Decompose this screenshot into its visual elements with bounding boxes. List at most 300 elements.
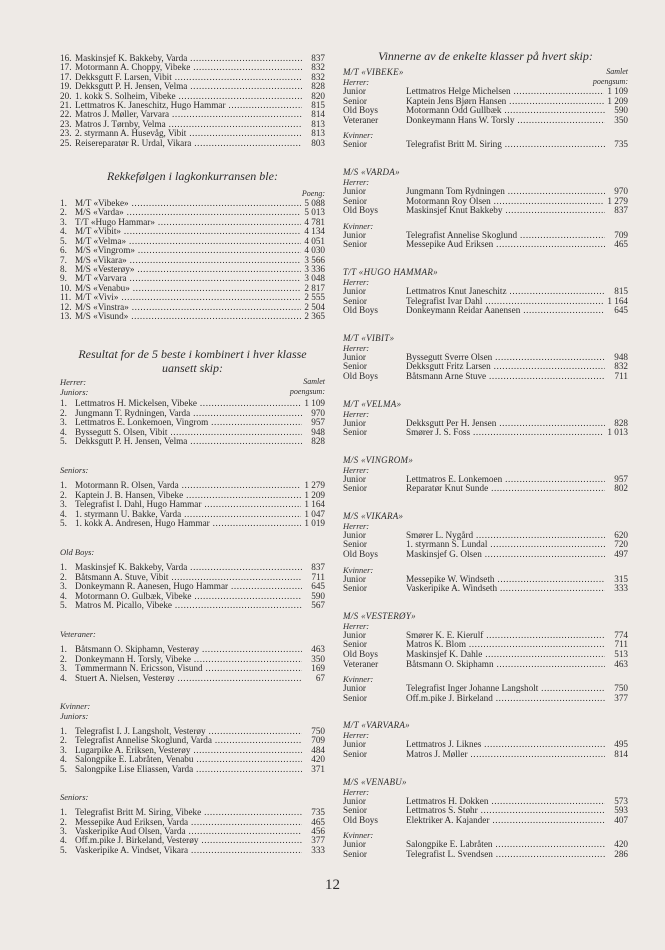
- points-value: 837: [614, 205, 628, 216]
- left-column: [60, 0, 325, 855]
- ship-name: M/S «VIKARA»: [343, 510, 404, 521]
- list-item: [60, 274, 325, 283]
- section-label: Seniors:: [60, 792, 89, 803]
- list-item: [343, 750, 628, 760]
- points-value: 4 134: [304, 226, 325, 237]
- list-item: [60, 818, 325, 827]
- ship-header: [343, 267, 628, 277]
- list-item: [343, 287, 628, 297]
- ship-header: [343, 399, 628, 409]
- entry-name: Tømmermann N. Ericsson, Visund .....: [75, 664, 302, 673]
- rank-number: 23.: [60, 128, 72, 139]
- list-item: [343, 694, 628, 704]
- rank-number: 11.: [60, 292, 72, 303]
- men-label: Herrer:: [60, 377, 87, 388]
- class-label: Junior: [343, 185, 366, 196]
- points-value: 837: [311, 562, 325, 573]
- ship-name: M/T «VARVARA»: [343, 720, 410, 731]
- points-value: 463: [614, 658, 628, 669]
- points-value: 1 164: [304, 499, 325, 510]
- ship-name: M/S «VARDA»: [343, 166, 400, 177]
- rank-number: 7.: [60, 254, 67, 265]
- class-label: Junior: [343, 795, 366, 806]
- list-item: [60, 399, 325, 408]
- entry-name: 1. kokk A. Andresen, Hugo Hammar .....: [75, 519, 301, 528]
- group-header: [343, 730, 628, 740]
- rank-number: 9.: [60, 273, 67, 284]
- class-label: Junior: [343, 739, 366, 750]
- list-item: [343, 531, 628, 541]
- points-value: 948: [311, 426, 325, 437]
- points-value: 3 048: [304, 273, 325, 284]
- list-item: [60, 120, 325, 129]
- rank-number: 4.: [60, 672, 67, 683]
- points-value: 1 013: [607, 427, 628, 438]
- points-value: 1 109: [607, 86, 628, 96]
- points-value: 815: [311, 100, 325, 111]
- entry-name: Motormann Roy Olsen .....: [406, 197, 604, 207]
- entry-name: M/S «Venabu» .....: [75, 284, 301, 293]
- section-results: [60, 563, 325, 610]
- entry-name: Dekksgutt P. H. Jensen, Velma .....: [75, 82, 302, 91]
- class-label: Old Boys: [343, 205, 378, 216]
- group-label: Herrer:: [343, 77, 370, 87]
- list-item: [60, 582, 325, 591]
- points-value: 286: [614, 848, 628, 859]
- list-item: [343, 140, 628, 150]
- group-label: Kvinner:: [343, 564, 374, 575]
- list-item: [60, 645, 325, 654]
- section-label: Old Boys:: [60, 547, 95, 558]
- class-label: Old Boys: [343, 814, 378, 825]
- points-value: 832: [614, 361, 628, 372]
- list-item: [60, 303, 325, 312]
- group-header: [343, 830, 628, 840]
- group-label: Herrer:: [343, 342, 370, 353]
- list-item: [60, 312, 325, 321]
- list-item: [60, 54, 325, 63]
- list-item: [60, 664, 325, 673]
- list-item: [60, 836, 325, 845]
- entry-name: Telegrafist Britt M. Siring, Vibeke .....: [75, 808, 302, 817]
- section-label: Juniors:: [60, 711, 89, 722]
- points-value: 315: [614, 573, 628, 584]
- entry-name: M/S «Varda» .....: [75, 208, 301, 217]
- list-item: [343, 540, 628, 550]
- list-item: [343, 850, 628, 860]
- entry-name: Telegrafist Britt M. Siring .....: [406, 140, 605, 150]
- list-item: [60, 746, 325, 755]
- list-item: [343, 87, 628, 97]
- entry-name: Maskinsjef K. Dahle .....: [406, 650, 605, 660]
- list-item: [60, 418, 325, 427]
- points-value: 813: [311, 128, 325, 139]
- ship-name: M/T «VIBIT»: [343, 332, 395, 343]
- rank-number: 5.: [60, 518, 67, 528]
- points-value: 407: [614, 814, 628, 825]
- entry-name: Messepike Aud Eriksen .....: [406, 240, 605, 250]
- list-item: [60, 92, 325, 101]
- entry-name: Byssegutt Sverre Olsen .....: [406, 353, 605, 363]
- list-item: [60, 727, 325, 736]
- class-label: Junior: [343, 285, 366, 296]
- points-value: 5 013: [304, 207, 325, 218]
- class-label: Old Boys: [343, 105, 378, 116]
- class-label: Senior: [343, 427, 367, 438]
- points-value: 970: [614, 185, 628, 196]
- group-header: [343, 221, 628, 231]
- list-item: [60, 208, 325, 217]
- rank-number: 2.: [60, 407, 67, 418]
- class-label: Junior: [343, 683, 366, 694]
- entry-name: Messepike Aud Eriksen, Varda .....: [75, 818, 302, 827]
- list-item: [343, 419, 628, 429]
- ship-header: [343, 720, 628, 730]
- points-value: 1 164: [607, 295, 628, 306]
- group-label: Herrer:: [343, 464, 370, 475]
- list-item: [343, 116, 628, 126]
- entry-name: Dekksgutt Per H. Jensen .....: [406, 419, 605, 429]
- ship-header: [343, 777, 628, 787]
- entry-name: Motormann Odd Gullbæk .....: [406, 106, 605, 116]
- list-item: [60, 827, 325, 836]
- group-label: Herrer:: [343, 520, 370, 531]
- entry-name: Dekksgutt P. H. Jensen, Velma .....: [75, 437, 302, 446]
- entry-name: Motormann A. Choppy, Vibeke .....: [75, 63, 302, 72]
- list-item: [60, 736, 325, 745]
- list-item: [60, 82, 325, 91]
- points-value: 832: [311, 71, 325, 82]
- rank-number: 5.: [60, 763, 67, 774]
- entry-name: Salongpike E. Labråten, Venabu .....: [75, 755, 302, 764]
- rank-number: 8.: [60, 263, 67, 274]
- entry-name: Donkeymann Reidar Aanensen .....: [406, 306, 605, 316]
- entry-name: Båtsmann Arne Stuve .....: [406, 372, 605, 382]
- entry-name: Telegrafist I. Dahl, Hugo Hammar .....: [75, 500, 301, 509]
- points-value: 970: [311, 407, 325, 418]
- entry-name: Telegrafist L. Svendsen .....: [406, 850, 605, 860]
- group-header: [343, 77, 628, 87]
- rank-number: 19.: [60, 81, 72, 92]
- list-item: [343, 816, 628, 826]
- list-item: [60, 563, 325, 572]
- section-label: Seniors:: [60, 465, 89, 476]
- entry-name: Lugarpike A. Eriksen, Vesterøy .....: [75, 746, 302, 755]
- points-value: 837: [311, 53, 325, 63]
- list-item: [60, 510, 325, 519]
- list-item: [60, 284, 325, 293]
- points-value: 774: [614, 629, 628, 640]
- points-value: 495: [614, 739, 628, 750]
- juniors-label: Juniors:: [60, 387, 89, 398]
- list-item: [60, 573, 325, 582]
- points-value: 645: [614, 305, 628, 316]
- points-value: 593: [614, 805, 628, 816]
- combined-subheader: [60, 387, 325, 397]
- entry-name: Donkeymann R. Aanesen, Hugo Hammar .....: [75, 582, 302, 591]
- points-value: 815: [614, 285, 628, 296]
- points-value: 709: [311, 735, 325, 746]
- list-item: [343, 97, 628, 107]
- top-ranking-list: [60, 54, 325, 148]
- class-label: Senior: [343, 749, 367, 759]
- group-label: Kvinner:: [343, 674, 374, 685]
- list-item: [343, 484, 628, 494]
- rank-number: 1.: [60, 198, 67, 209]
- points-value: 735: [311, 807, 325, 818]
- ship-name: M/S «VENABU»: [343, 776, 407, 787]
- points-value: 2 365: [304, 310, 325, 321]
- points-value: 350: [614, 114, 628, 125]
- rank-number: 3.: [60, 216, 67, 227]
- points-value: 2 504: [304, 301, 325, 312]
- list-item: [60, 409, 325, 418]
- points-value: 711: [614, 370, 628, 381]
- class-label: Junior: [343, 351, 366, 362]
- points-value: 67: [315, 672, 325, 683]
- points-value: 456: [311, 825, 325, 836]
- class-label: Senior: [343, 483, 367, 494]
- rank-number: 13.: [60, 310, 72, 321]
- points-value: 3 336: [304, 263, 325, 274]
- group-header: [343, 465, 628, 475]
- group-header: [343, 409, 628, 419]
- points-value: 169: [311, 663, 325, 674]
- entry-name: Donkeymann H. Torsly, Vibeke .....: [75, 655, 302, 664]
- ship-header: [343, 611, 628, 621]
- entry-name: Matros M. Picallo, Vibeke .....: [75, 601, 302, 610]
- list-item: [343, 475, 628, 485]
- class-label: Senior: [343, 539, 367, 550]
- list-item: [60, 765, 325, 774]
- entry-name: M/T «Vivi» .....: [75, 293, 301, 302]
- group-label: Kvinner:: [343, 130, 374, 141]
- list-item: [60, 437, 325, 446]
- points-value: 465: [311, 816, 325, 827]
- points-value: 2 817: [304, 282, 325, 293]
- points-value: 802: [614, 483, 628, 494]
- list-item: [60, 655, 325, 664]
- class-label: Senior: [343, 295, 367, 306]
- group-header: [343, 277, 628, 287]
- points-value: 377: [614, 692, 628, 703]
- entry-name: 2. styrmann A. Husevåg, Vibit .....: [75, 129, 302, 138]
- entry-name: Lettmatros H. Dokken .....: [406, 797, 605, 807]
- entry-name: M/T «Vibit» .....: [75, 227, 301, 236]
- points-value: 1 279: [304, 480, 325, 491]
- entry-name: Telegrafist Annelise Skoglund .....: [406, 231, 605, 241]
- entry-name: Jungmann Tom Rydningen .....: [406, 187, 605, 197]
- list-item: [343, 106, 628, 116]
- class-label: Senior: [343, 195, 367, 206]
- class-label: Senior: [343, 583, 367, 594]
- list-item: [343, 660, 628, 670]
- list-item: [60, 246, 325, 255]
- list-item: [343, 353, 628, 363]
- list-item: [60, 227, 325, 236]
- rank-number: 17.: [60, 71, 72, 82]
- entry-name: Matros K. Blom .....: [406, 640, 605, 650]
- class-label: Junior: [343, 629, 366, 640]
- group-label: Kvinner:: [343, 220, 374, 231]
- entry-name: Jungmann T. Rydningen, Varda .....: [75, 409, 302, 418]
- class-label: Old Boys: [343, 370, 378, 381]
- class-label: Senior: [343, 692, 367, 703]
- points-value: 1 019: [304, 518, 325, 528]
- rank-number: 2.: [60, 816, 67, 827]
- points-value: 709: [614, 229, 628, 240]
- entry-name: Båtsmann O. Skiphamn .....: [406, 660, 605, 670]
- total-label: Samlet: [606, 67, 628, 76]
- section-label: Veteraner:: [60, 629, 96, 640]
- list-item: [60, 500, 325, 509]
- class-label: Senior: [343, 95, 367, 106]
- points-value: 750: [614, 683, 628, 694]
- list-item: [60, 237, 325, 246]
- list-item: [343, 640, 628, 650]
- points-value: 828: [614, 417, 628, 428]
- group-label: Herrer:: [343, 176, 370, 187]
- list-item: [60, 481, 325, 490]
- group-label: Kvinner:: [343, 830, 374, 841]
- points-value: 4 781: [304, 216, 325, 227]
- class-label: Junior: [343, 86, 366, 96]
- list-item: [343, 362, 628, 372]
- list-item: [343, 584, 628, 594]
- rank-number: 3.: [60, 581, 67, 592]
- total-label: Samlet: [303, 377, 325, 387]
- points-value: 1 109: [304, 398, 325, 409]
- entry-name: M/S «Visund» .....: [75, 312, 301, 321]
- group-label: Herrer:: [343, 730, 370, 741]
- entry-name: M/T «Velma» .....: [75, 237, 301, 246]
- entry-name: Byssegutt S. Olsen, Vibit .....: [75, 428, 302, 437]
- list-item: [343, 797, 628, 807]
- list-item: [60, 755, 325, 764]
- rank-number: 3.: [60, 417, 67, 428]
- points-value: 735: [614, 139, 628, 150]
- ship-header: [343, 455, 628, 465]
- list-item: [60, 491, 325, 500]
- rank-number: 1.: [60, 398, 67, 409]
- list-item: [60, 592, 325, 601]
- points-value: 1 209: [607, 95, 628, 106]
- class-label: Junior: [343, 229, 366, 240]
- class-label: Junior: [343, 839, 366, 850]
- entry-name: Stuert A. Nielsen, Vesterøy .....: [75, 674, 302, 683]
- entry-name: Vaskeripike Aud Olsen, Varda .....: [75, 827, 302, 836]
- list-item: [343, 631, 628, 641]
- rank-number: 2.: [60, 489, 67, 500]
- section-results: [60, 727, 325, 774]
- entry-name: Matros J. Tørnby, Velma .....: [75, 120, 302, 129]
- list-item: [343, 684, 628, 694]
- points-value: 720: [614, 539, 628, 550]
- list-item: [60, 73, 325, 82]
- points-value: 4 051: [304, 235, 325, 246]
- rank-number: 2.: [60, 735, 67, 746]
- list-item: [60, 265, 325, 274]
- rank-number: 20.: [60, 90, 72, 101]
- rank-number: 4.: [60, 590, 67, 601]
- rank-number: 10.: [60, 282, 72, 293]
- section-results: [60, 481, 325, 528]
- entry-name: Lettmatros E. Lonkemoen .....: [406, 475, 605, 485]
- points-value: 814: [311, 109, 325, 120]
- entry-name: Matros J. Møller, Varvara .....: [75, 110, 302, 119]
- entry-name: Maskinsjef Knut Bakkeby .....: [406, 206, 605, 216]
- list-item: [343, 550, 628, 560]
- entry-name: Dekksgutt Fritz Larsen .....: [406, 362, 605, 372]
- list-item: [343, 372, 628, 382]
- list-item: [343, 806, 628, 816]
- section-results: [60, 808, 325, 855]
- entry-name: Båtsmann A. Stuve, Vibit .....: [75, 573, 302, 582]
- points-value: 377: [311, 835, 325, 846]
- points-value: 573: [614, 795, 628, 806]
- rank-number: 2.: [60, 571, 67, 582]
- entry-name: M/S «Vinstra» .....: [75, 303, 301, 312]
- rank-number: 25.: [60, 137, 72, 148]
- rank-number: 4.: [60, 226, 67, 237]
- entry-name: Off.m.pike J. Birkeland, Vesterøy .....: [75, 836, 302, 845]
- class-label: Old Boys: [343, 549, 378, 560]
- class-label: Junior: [343, 573, 366, 584]
- group-header: [343, 565, 628, 575]
- list-item: [60, 63, 325, 72]
- points-value: 4 030: [304, 245, 325, 256]
- list-item: [343, 740, 628, 750]
- class-label: Senior: [343, 139, 367, 150]
- combined-header: [60, 377, 325, 387]
- points-value: 828: [311, 81, 325, 92]
- rank-number: 5.: [60, 435, 67, 446]
- rank-number: 3.: [60, 744, 67, 755]
- list-item: [60, 674, 325, 683]
- points-value: 813: [311, 118, 325, 129]
- list-item: [60, 601, 325, 610]
- list-item: [343, 231, 628, 241]
- points-value: 463: [311, 644, 325, 655]
- class-label: Junior: [343, 417, 366, 428]
- list-item: [60, 428, 325, 437]
- rank-number: 1.: [60, 726, 67, 737]
- points-value: 497: [614, 549, 628, 560]
- rank-number: 3.: [60, 663, 67, 674]
- class-label: Veteraner: [343, 114, 379, 125]
- entry-name: Salongpike E. Labråten .....: [406, 840, 605, 850]
- class-label: Veteraner: [343, 658, 379, 669]
- group-label: Herrer:: [343, 276, 370, 287]
- list-item: [60, 218, 325, 227]
- list-item: [343, 840, 628, 850]
- list-item: [343, 428, 628, 438]
- entry-name: Lettmatros J. Liknes .....: [406, 740, 605, 750]
- points-value: 5 088: [304, 198, 325, 209]
- points-value: 1 047: [304, 508, 325, 519]
- list-item: [60, 846, 325, 855]
- class-label: Junior: [343, 529, 366, 540]
- winners-title: Vinnerne av de enkelte klasser på hvert skip:: [378, 49, 593, 63]
- entry-name: Reparatør Knut Sunde .....: [406, 484, 605, 494]
- rank-number: 4.: [60, 508, 67, 519]
- points-value: 590: [311, 590, 325, 601]
- rank-number: 4.: [60, 835, 67, 846]
- rank-number: 3.: [60, 825, 67, 836]
- rank-number: 1.: [60, 644, 67, 655]
- entry-name: Vaskeripike A. Vindset, Vikara .....: [75, 846, 302, 855]
- score-label: poengsum:: [592, 77, 628, 86]
